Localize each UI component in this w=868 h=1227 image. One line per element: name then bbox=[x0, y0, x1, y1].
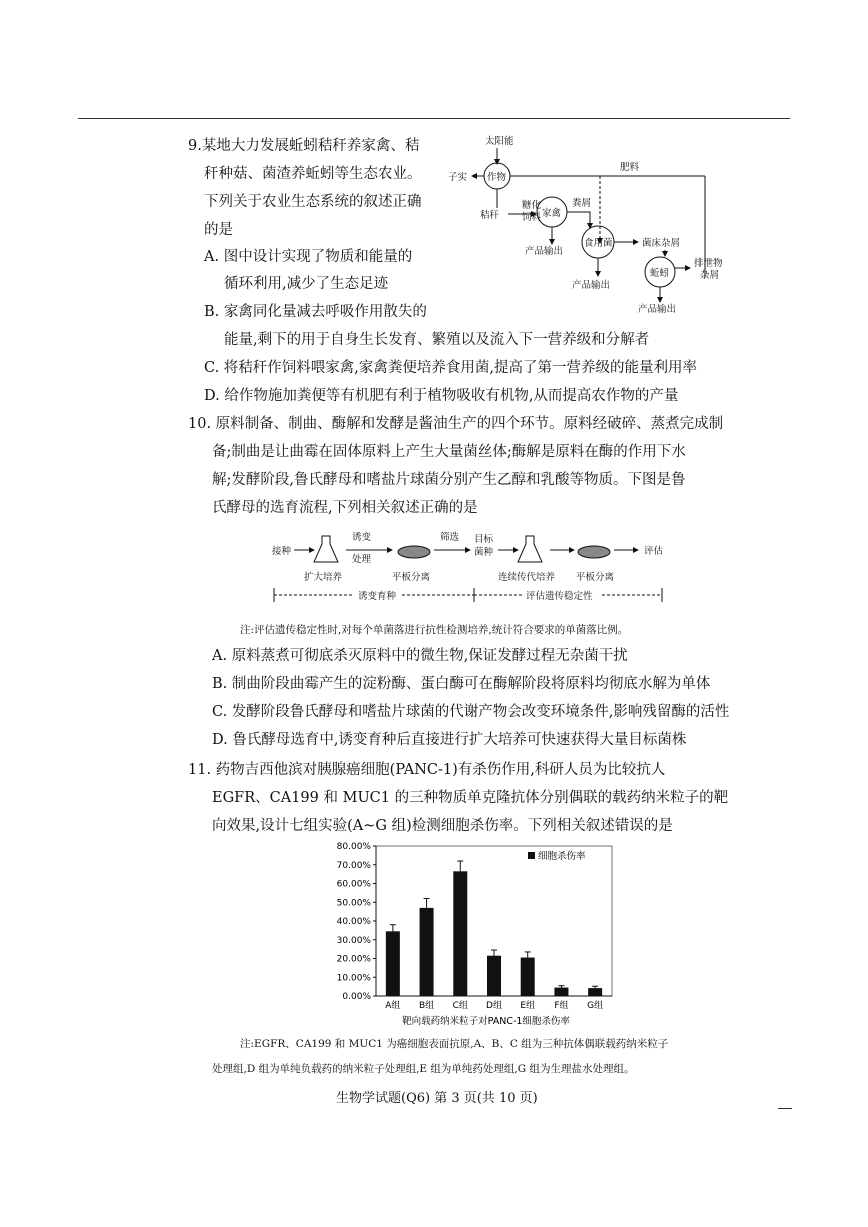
q11-note-line: 处理组,D 组为单纯负载药的纳米粒子处理组,E 组为单纯药处理组,G 组为生理盐水处理组。 bbox=[212, 1063, 635, 1075]
product2-label: 产品输出 bbox=[572, 280, 611, 291]
manure-label: 粪屑 bbox=[572, 198, 592, 209]
petri-dish-icon bbox=[398, 546, 430, 558]
legend-swatch bbox=[528, 852, 535, 859]
chart-x-title: 靶向载药纳米粒子对PANC-1细胞杀伤率 bbox=[402, 1016, 570, 1027]
chart-y-tick-label: 30.00% bbox=[336, 935, 371, 946]
header-rule bbox=[78, 118, 790, 119]
petri-dish-icon bbox=[578, 546, 610, 558]
q11-stem-line: EGFR、CA199 和 MUC1 的三种物质单克隆抗体分别偶联的载药纳米粒子的靶 bbox=[212, 790, 729, 806]
chart-y-tick-label: 0.00% bbox=[342, 992, 371, 1002]
chart-bar bbox=[386, 931, 400, 996]
q10-option-b: B. 制曲阶段曲霉产生的淀粉酶、蛋白酶可在酶解阶段将原料均彻底水解为单体 bbox=[212, 676, 711, 692]
inoculate-label: 接种 bbox=[272, 546, 292, 557]
q10-stem-line: 备;制曲是让曲霉在固体原料上产生大量菌丝体;酶解是原料在酶的作用下水 bbox=[212, 444, 686, 460]
target-label-a: 目标 bbox=[474, 534, 494, 545]
q9-option-a: A. 图中设计实现了物质和能量的 bbox=[204, 249, 413, 265]
serial-label: 连续传代培养 bbox=[498, 572, 556, 583]
yeast-breeding-flow bbox=[262, 528, 682, 608]
chart-y-tick-label: 40.00% bbox=[336, 917, 371, 927]
chart-bar bbox=[453, 871, 467, 996]
page-footer: 生物学试题(Q6) 第 3 页(共 10 页) bbox=[336, 1091, 538, 1106]
sun-label: 太阳能 bbox=[485, 136, 514, 147]
expand-label: 扩大培养 bbox=[304, 572, 343, 583]
q9-option-b-cont: 能量,剩下的用于自身生长发育、繁殖以及流入下一营养级和分解者 bbox=[224, 332, 650, 348]
q9-stem-line: 的是 bbox=[204, 222, 233, 238]
q11-stem-line: 11. 药物吉西他滨对胰腺癌细胞(PANC-1)有杀伤作用,科研人员为比较抗人 bbox=[188, 762, 666, 778]
q10-option-a: A. 原料蒸煮可彻底杀灭原料中的微生物,保证发酵过程无杂菌干扰 bbox=[212, 648, 628, 664]
chart-x-tick-label: C组 bbox=[452, 1001, 468, 1011]
plate-label-1: 平板分离 bbox=[392, 572, 431, 583]
chart-bar bbox=[554, 988, 568, 996]
mutagen-label-a: 诱变 bbox=[352, 532, 372, 543]
stability-label: 评估遗传稳定性 bbox=[526, 591, 593, 602]
q10-option-c: C. 发酵阶段鲁氏酵母和嗜盐片球菌的代谢产物会改变环境条件,影响残留酶的活性 bbox=[212, 704, 730, 720]
corner-mark bbox=[778, 1108, 792, 1109]
crop-label: 作物 bbox=[487, 172, 507, 183]
q9-option-d: D. 给作物施加粪便等有机肥有利于植物吸收有机物,从而提高农作物的产量 bbox=[204, 388, 679, 404]
q10-stem-line: 10. 原料制备、制曲、酶解和发酵是酱油生产的四个环节。原料经破碎、蒸煮完成制 bbox=[188, 416, 724, 432]
q9-option-b: B. 家禽同化量减去呼吸作用散失的 bbox=[204, 304, 427, 320]
residue-label: 菌床杂屑 bbox=[642, 238, 681, 249]
legend-label: 细胞杀伤率 bbox=[538, 851, 586, 862]
flask-icon bbox=[314, 536, 338, 562]
straw-label: 秸秆 bbox=[480, 210, 500, 221]
feed-label-a: 糖化 bbox=[522, 200, 542, 211]
q9-option-a-cont: 循环利用,减少了生态足迹 bbox=[224, 276, 389, 292]
q9-option-c: C. 将秸秆作饲料喂家禽,家禽粪便培养食用菌,提高了第一营养级的能量利用率 bbox=[204, 360, 698, 376]
chart-y-tick-label: 80.00% bbox=[336, 842, 371, 852]
chart-bar bbox=[521, 958, 535, 996]
feed-label-b: 饲料 bbox=[522, 212, 542, 223]
chart-x-tick-label: D组 bbox=[486, 1001, 502, 1011]
chart-x-tick-label: A组 bbox=[385, 1001, 401, 1011]
earthworm-label: 蚯蚓 bbox=[650, 268, 670, 279]
mushroom-label: 食用菌 bbox=[584, 238, 613, 249]
waste-label-a: 排泄物 bbox=[694, 258, 723, 269]
target-label-b: 菌种 bbox=[474, 547, 494, 558]
flask-icon bbox=[518, 536, 542, 562]
evaluate-label: 评估 bbox=[644, 546, 664, 557]
chart-x-tick-label: B组 bbox=[418, 1001, 435, 1011]
product3-label: 产品输出 bbox=[638, 304, 677, 315]
q10-option-d: D. 鲁氏酵母选育中,诱变育种后直接进行扩大培养可快速获得大量目标菌株 bbox=[212, 732, 687, 748]
q9-stem-line: 下列关于农业生态系统的叙述正确 bbox=[204, 194, 422, 210]
waste-label-b: 杂屑 bbox=[700, 270, 720, 281]
eco-agriculture-diagram bbox=[450, 128, 740, 323]
kill-rate-bar-chart bbox=[316, 838, 616, 1028]
chart-bar bbox=[588, 988, 602, 996]
q10-stem-line: 氏酵母的选育流程,下列相关叙述正确的是 bbox=[212, 500, 478, 516]
q10-note: 注:评估遗传稳定性时,对每个单菌落进行抗性检测培养,统计符合要求的单菌落比例。 bbox=[240, 624, 629, 636]
q11-note-line: 注:EGFR、CA199 和 MUC1 为癌细胞表面抗原,A、B、C 组为三种抗体偶联载药纳米粒子 bbox=[240, 1038, 669, 1050]
screen-label: 筛选 bbox=[440, 532, 460, 543]
mutagen-label-b: 处理 bbox=[352, 554, 372, 565]
breeding-label: 诱变育种 bbox=[358, 591, 397, 602]
plate-label-2: 平板分离 bbox=[576, 572, 615, 583]
chart-y-tick-label: 10.00% bbox=[336, 973, 371, 984]
fertilizer-label: 肥料 bbox=[620, 162, 640, 173]
seed-label: 子实 bbox=[448, 172, 468, 183]
chart-y-tick-label: 60.00% bbox=[336, 879, 371, 890]
chart-x-tick-label: G组 bbox=[587, 1001, 604, 1011]
product1-label: 产品输出 bbox=[525, 246, 564, 257]
chart-bar bbox=[420, 908, 434, 996]
chart-y-tick-label: 70.00% bbox=[336, 860, 371, 871]
poultry-label: 家禽 bbox=[542, 208, 562, 219]
q10-stem-line: 解;发酵阶段,鲁氏酵母和嗜盐片球菌分别产生乙醇和乳酸等物质。下图是鲁 bbox=[212, 472, 686, 488]
chart-y-tick-label: 50.00% bbox=[336, 898, 371, 909]
chart-bar bbox=[487, 956, 501, 996]
chart-x-tick-label: E组 bbox=[520, 1001, 536, 1011]
q11-stem-line: 向效果,设计七组实验(A~G 组)检测细胞杀伤率。下列相关叙述错误的是 bbox=[212, 818, 673, 834]
q9-stem-line: 9.某地大力发展蚯蚓秸秆养家禽、秸 bbox=[188, 138, 420, 154]
chart-y-tick-label: 20.00% bbox=[336, 954, 371, 965]
chart-x-tick-label: F组 bbox=[554, 1001, 569, 1011]
q9-stem-line: 秆种菇、菌渣养蚯蚓等生态农业。 bbox=[204, 166, 422, 182]
